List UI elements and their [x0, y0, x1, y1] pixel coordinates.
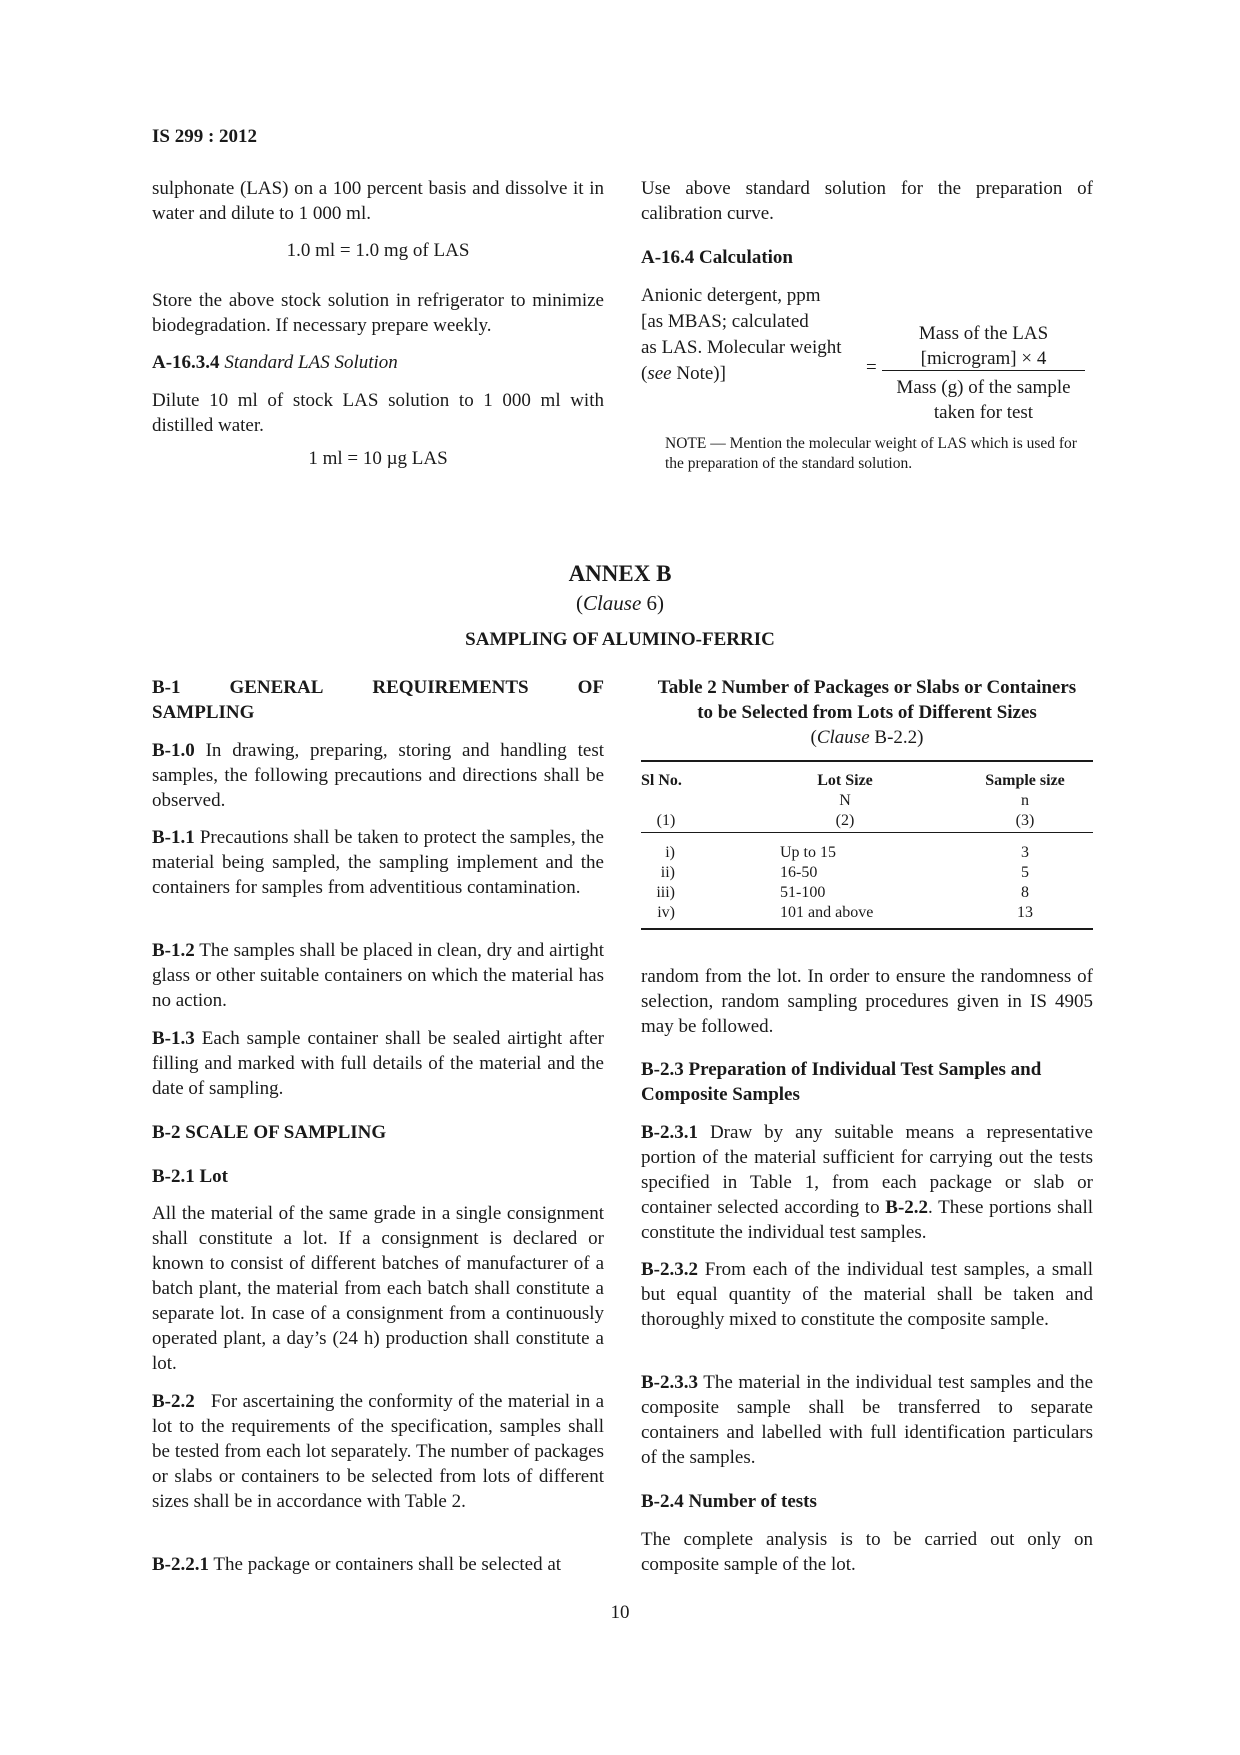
clause-ref: B-2.2): [869, 727, 924, 748]
table-cell-sl: i): [665, 844, 675, 861]
section-number: A-16.3.4: [152, 352, 220, 373]
heading-b-2-3: B-2.3 Preparation of Individual Test Samples and Composite Samples: [641, 1059, 1042, 1105]
equation-standard-las: 1 ml = 10 µg LAS: [308, 448, 448, 469]
clause-text: In drawing, preparing, storing and handling test samples, the following precautions and directions shall be observed.: [152, 740, 604, 811]
paren: (: [810, 727, 817, 748]
table-cell-sl: iv): [657, 904, 675, 921]
heading-word: B-1: [152, 677, 181, 698]
heading-word: REQUIREMENTS: [372, 677, 529, 698]
clause-number: B-1.1: [152, 827, 195, 848]
heading-word: GENERAL: [229, 677, 324, 698]
clause-word: Clause: [582, 591, 642, 615]
formula-lhs: [641, 283, 842, 387]
table-caption-line: to be Selected from Lots of Different Sizes: [697, 702, 1037, 723]
heading-b-1: [152, 675, 604, 725]
table-top-rule: [641, 760, 1093, 762]
heading-b-1-line2: SAMPLING: [152, 702, 255, 723]
clause-number: B-2.2: [152, 1391, 195, 1412]
clause-number: B-1.2: [152, 940, 195, 961]
clause-text: From each of the individual test samples, a small but equal quantity of the material shall be taken and thoroughly mixed to constitute the composite sample.: [641, 1259, 1093, 1330]
clause-number: B-1.3: [152, 1028, 195, 1049]
clause-text: The package or containers shall be selected at: [209, 1554, 562, 1575]
note-molecular-weight: NOTE — Mention the molecular weight of LAS which is used for the preparation of the standard solution.: [665, 435, 1077, 472]
paragraph-store-stock: Store the above stock solution in refrigerator to minimize biodegradation. If necessary prepare weekly.: [152, 290, 604, 336]
clause-b-2-3-3: [641, 1370, 1093, 1470]
clause-text: For ascertaining the conformity of the material in a lot to the requirements of the specification, samples shall be tested from each lot separately. The number of packages or slabs or containers to be selected from lots of different sizes shall be in accordance with Table 2.: [152, 1391, 609, 1512]
clause-b-2-2: [152, 1389, 609, 1514]
table-header-symbol-n: N: [839, 792, 851, 809]
clause-b-2-3-2: [641, 1257, 1093, 1332]
heading-b-2-1: B-2.1 Lot: [152, 1166, 228, 1187]
clause-b-2-4-text: The complete analysis is to be carried out only on composite sample of the lot.: [641, 1529, 1093, 1575]
clause-b-1-2: [152, 938, 604, 1013]
table-cell-lot: 51-100: [780, 884, 826, 901]
clause-b-2-1-text: All the material of the same grade in a single consignment shall constitute a lot. If a consignment is declared or known to consist of different batches of manufacturer of a batch plant, the material from each batch shall constitute a separate lot. In case of a consignment from a continuously operated plant, a day’s (24 h) production shall constitute a lot.: [152, 1203, 604, 1374]
paragraph-calibration: Use above standard solution for the preparation of calibration curve.: [641, 178, 1093, 224]
clause-b-2-2-1-continued: random from the lot. In order to ensure the randomness of selection, random sampling procedures given in IS 4905 may be followed.: [641, 966, 1093, 1037]
clause-b-1-0: [152, 738, 604, 813]
clause-number: B-1.0: [152, 740, 195, 761]
table-cell-n: 5: [1021, 864, 1029, 881]
equation-las-stock: 1.0 ml = 1.0 mg of LAS: [286, 240, 470, 261]
table-cell-n: 8: [1021, 884, 1029, 901]
clause-b-2-3-1: [641, 1120, 1093, 1245]
clause-b-1-3: [152, 1026, 604, 1101]
table-cell-n: 3: [1021, 844, 1029, 861]
clause-number: B-2.3.2: [641, 1259, 698, 1280]
annex-clause: [0, 591, 1240, 616]
table-bottom-rule: [641, 928, 1093, 930]
table-header-index-2: (2): [835, 812, 855, 829]
clause-text: Each sample container shall be sealed airtight after filling and marked with full details of the material and the date of sampling.: [152, 1028, 604, 1099]
table-caption-clause: [641, 725, 1093, 750]
formula-lhs-line: Anionic detergent, ppm: [641, 285, 821, 306]
paragraph-las-dissolve: sulphonate (LAS) on a 100 percent basis and dissolve it in water and dilute to 1 000 ml.: [152, 178, 604, 224]
clause-b-1-1: [152, 825, 604, 900]
clause-text: The material in the individual test samples and the composite sample shall be transferred to separate containers and labelled with full identification particulars of the samples.: [641, 1372, 1093, 1468]
table-header-rule: [641, 832, 1093, 833]
clause-number: 6): [641, 591, 665, 615]
section-heading-a-16-3-4: [152, 350, 604, 375]
table-header-index-3: (3): [1015, 812, 1035, 829]
clause-text: The samples shall be placed in clean, dry and airtight glass or other suitable containers on which the material has no action.: [152, 940, 604, 1011]
table-cell-n: 13: [1017, 904, 1033, 921]
paren: (: [575, 591, 583, 615]
formula-lhs-line: [as MBAS; calculated: [641, 311, 809, 332]
formula-denominator: [876, 375, 1091, 425]
formula-equals: =: [866, 357, 877, 378]
table-cell-lot: 101 and above: [780, 904, 874, 921]
numerator-line: [microgram] × 4: [920, 348, 1047, 369]
denominator-line: taken for test: [933, 402, 1034, 423]
table-cell-lot: Up to 15: [780, 844, 836, 861]
clause-number: B-2.3.1: [641, 1122, 698, 1143]
annex-subtitle: SAMPLING OF ALUMINO-FERRIC: [465, 629, 775, 650]
document-id: IS 299 : 2012: [152, 126, 258, 147]
table-2-caption: [641, 675, 1093, 750]
formula-numerator: [882, 321, 1085, 371]
paren: (: [641, 363, 648, 384]
formula-lhs-line: as LAS. Molecular weight: [641, 337, 842, 358]
clause-reference: B-2.2: [885, 1197, 929, 1218]
table-header-symbol-small-n: n: [1021, 792, 1029, 809]
heading-b-1-line1: [152, 675, 604, 700]
clause-text: Precautions shall be taken to protect the samples, the material being sampled, the sampling implement and the containers for samples from adventitious contamination.: [152, 827, 604, 898]
heading-b-2-4: B-2.4 Number of tests: [641, 1491, 817, 1512]
table-cell-sl: iii): [656, 884, 675, 901]
heading-calculation: A-16.4 Calculation: [641, 247, 793, 268]
clause-b-2-2-1: [152, 1552, 604, 1577]
heading-word: OF: [577, 677, 604, 698]
annex-title: ANNEX B: [568, 561, 672, 586]
clause-number: B-2.2.1: [152, 1554, 209, 1575]
table-caption-line: Table 2 Number of Packages or Slabs or Containers: [657, 677, 1077, 698]
page-number: 10: [610, 1602, 630, 1623]
table-cell-lot: 16-50: [780, 864, 818, 881]
clause-word: Clause: [816, 727, 870, 748]
table-header-index-1: (1): [656, 812, 676, 829]
paragraph-dilute-stock: Dilute 10 ml of stock LAS solution to 1 000 ml with distilled water.: [152, 390, 604, 436]
table-header-lot-size: Lot Size: [817, 772, 873, 789]
fraction-bar: [882, 370, 1085, 371]
table-cell-sl: ii): [660, 864, 675, 881]
denominator-line: Mass (g) of the sample: [896, 377, 1071, 398]
heading-b-2: B-2 SCALE OF SAMPLING: [152, 1122, 387, 1143]
clause-text: . These portions shall constitute the individual test samples.: [641, 1197, 1094, 1243]
table-header-sample-size: Sample size: [985, 772, 1065, 789]
note-ref: Note)]: [671, 363, 726, 384]
formula-lhs-line: [641, 361, 842, 387]
table-header-sl-no: Sl No.: [641, 772, 682, 789]
clause-text: Draw by any suitable means a representative portion of the material sufficient for carrying out the tests specified in Table 1, from each package or slab or container selected according to: [641, 1122, 1093, 1218]
section-title: Standard LAS Solution: [224, 352, 398, 373]
see-word: see: [647, 363, 672, 384]
numerator-line: Mass of the LAS: [918, 323, 1049, 344]
clause-number: B-2.3.3: [641, 1372, 698, 1393]
